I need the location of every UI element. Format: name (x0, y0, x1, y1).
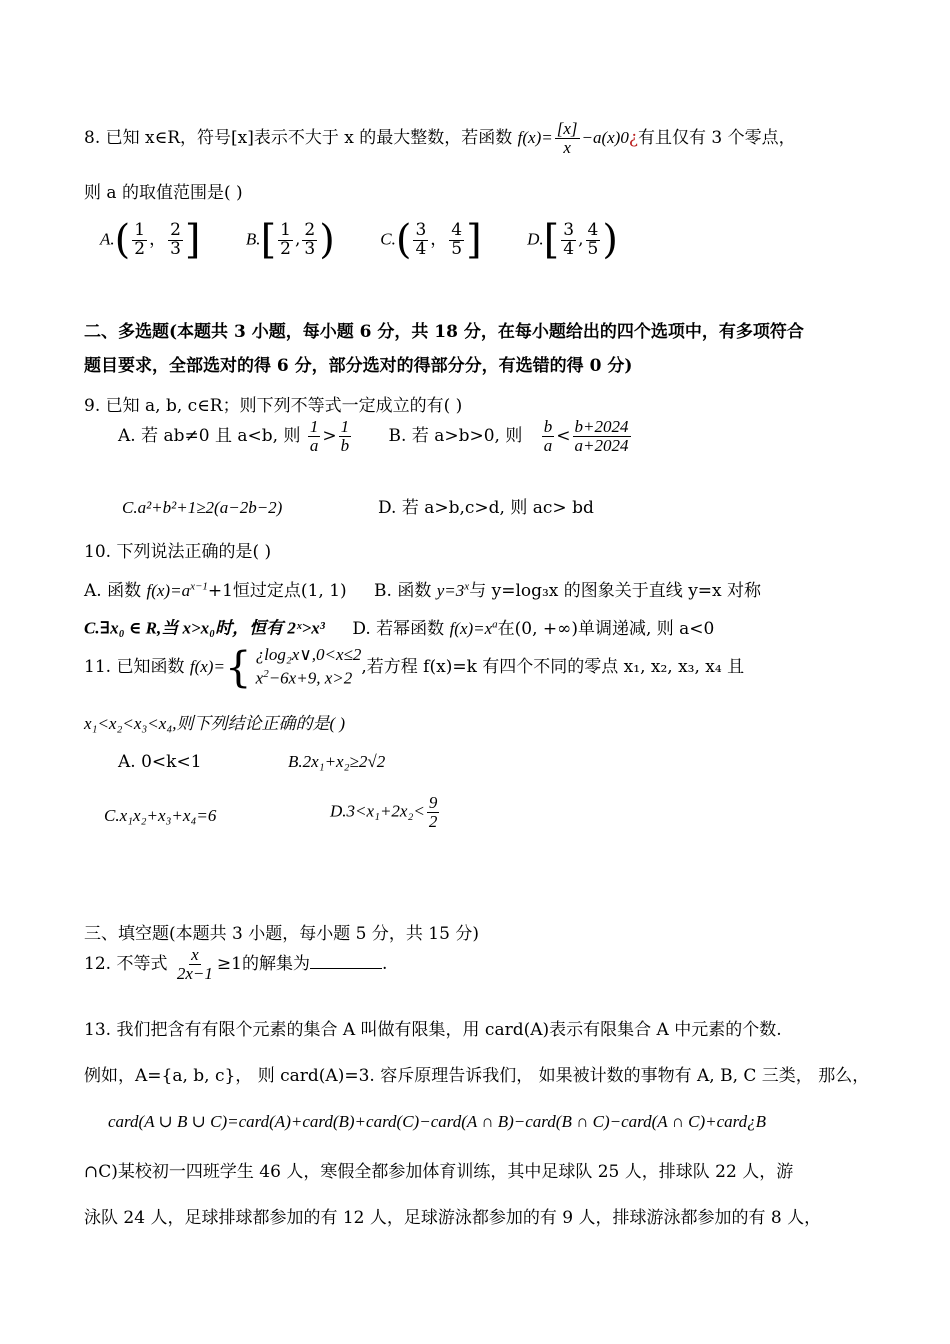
section3-title: 三、填空题(本题共 3 小题，每小题 5 分，共 15 分) (84, 924, 479, 944)
q8-glitch-char: ¿ (628, 127, 638, 148)
q10-options-cd (84, 618, 714, 639)
q11-option-b: B.2x₁+x₂≥2√2 (288, 752, 386, 771)
q9-option-a: A. 若 ab≠0 且 a<b, 则 $\frac{1}{a}$ > $\frac{1}{b}$ (118, 417, 350, 455)
q9-options-ab (118, 418, 633, 455)
q12: 12. 不等式 $\frac{x}{2x-1}$ ≥1的解集为 . (84, 945, 388, 983)
q8-stem-end: 有且仅有 3 个零点， (637, 127, 796, 148)
q13-line4: ∩C)某校初一四班学生 46 人，寒假全都参加体育训练，其中足球队 25 人，排球队 22 人，游 (84, 1162, 794, 1182)
q8-function: f(x)= (517, 127, 553, 147)
q13-line5: 泳队 24 人，足球排球都参加的有 12 人，足球游泳都参加的有 9 人，排球游泳都参加的有 8 人， (84, 1208, 822, 1228)
q8-option-c: C.( $\frac{3}{4}$ ， $\frac{4}{5}$ ] (380, 217, 482, 263)
q11-option-a: A. 0<k<1 (118, 752, 202, 772)
q11-line2: x₁<x₂<x₃<x₄,则下列结论正确的是( ) (84, 714, 346, 733)
q8-function-tail: −a(x)0 (581, 127, 629, 147)
q11-piecewise: ¿log₂x∨,0<x≤2 $x^2-6x+9$, x>2 (255, 645, 362, 688)
q9-option-b: B. 若 a>b>0, 则 $\frac{b}{a}$ < $\frac{b+2024}{a+2024}$ (388, 417, 629, 455)
q8-option-b: B.[ $\frac{1}{2}$ , $\frac{2}{3}$ ) (245, 217, 335, 263)
q8-stem-text: 8. 已知 x∈R，符号[x]表示不大于 x 的最大整数，若函数 (84, 127, 513, 148)
q13-line1: 13. 我们把含有有限个元素的集合 A 叫做有限集，用 card(A)表示有限集合 A 中元素的个数. (84, 1020, 782, 1040)
q13-line3: card(A ∪ B ∪ C)=card(A)+card(B)+card(C)−card(A ∩ B)−card(B ∩ C)−card(A ∩ C)+card¿B (108, 1112, 767, 1131)
q11-option-c: C.x₁x₂+x₃+x₄=6 (104, 806, 217, 825)
q10-option-b: B. 函数 $y=3^x$与 y=log₃x 的图象关于直线 y=x 对称 (374, 580, 762, 601)
q8-line2: 则 a 的取值范围是( ) (84, 183, 243, 203)
q13-line2: 例如，A={a, b, c}， 则 card(A)=3. 容斥原理告诉我们， 如果被计数的事物有 A, B, C 三类， 那么， (84, 1066, 870, 1086)
q8-options (100, 217, 658, 263)
q8-option-d: D.[ $\frac{3}{4}$ , $\frac{4}{5}$ ) (527, 217, 618, 263)
q10-stem: 10. 下列说法正确的是( ) (84, 542, 272, 562)
q11-brace: { (224, 642, 252, 692)
q10-options-ab (84, 580, 761, 601)
section2-title-line2: 题目要求，全部选对的得 6 分，部分选对的得部分分，有选错的得 0 分) (84, 356, 633, 376)
q8-option-a: A.( $\frac{1}{2}$ ， $\frac{2}{3}$ ] (100, 217, 201, 263)
q8-stem (84, 120, 796, 157)
section2-title-line1: 二、多选题(本题共 3 小题，每小题 6 分，共 18 分，在每小题给出的四个选项中，有多项符合 (84, 322, 804, 342)
q8-fraction: $\frac{[x]}{x}$ (556, 119, 578, 157)
q9-option-c: C.a²+b²+1≥2(a−2b−2) (122, 498, 283, 517)
q9-stem: 9. 已知 a, b, c∈R；则下列不等式一定成立的有( ) (84, 396, 463, 416)
q10-option-a: A. 函数 $f(x)=a^{x-1}+1$恒过定点(1, 1) (84, 580, 347, 601)
q12-answer-blank (310, 952, 382, 969)
q11-option-d: D.3<x₁+2x₂< $\frac{9}{2}$ (330, 793, 438, 831)
q10-option-d: D. 若幂函数 $f(x)=x^a$在(0, +∞)单调递减, 则 a<0 (352, 618, 715, 639)
q9-option-d: D. 若 a>b,c>d, 则 ac> bd (378, 498, 594, 518)
q10-option-c: C.∃x₀ ∈ R,当 x>x₀时，恒有 2ˣ>x³ (84, 618, 325, 638)
q11-stem: 11. 已知函数 f(x)={ ¿log₂x∨,0<x≤2 $x^2-6x+9$, x>2 ,若方程 f(x)=k 有四个不同的零点 x₁, x₂, x₃, x₄ 且 (84, 642, 745, 692)
